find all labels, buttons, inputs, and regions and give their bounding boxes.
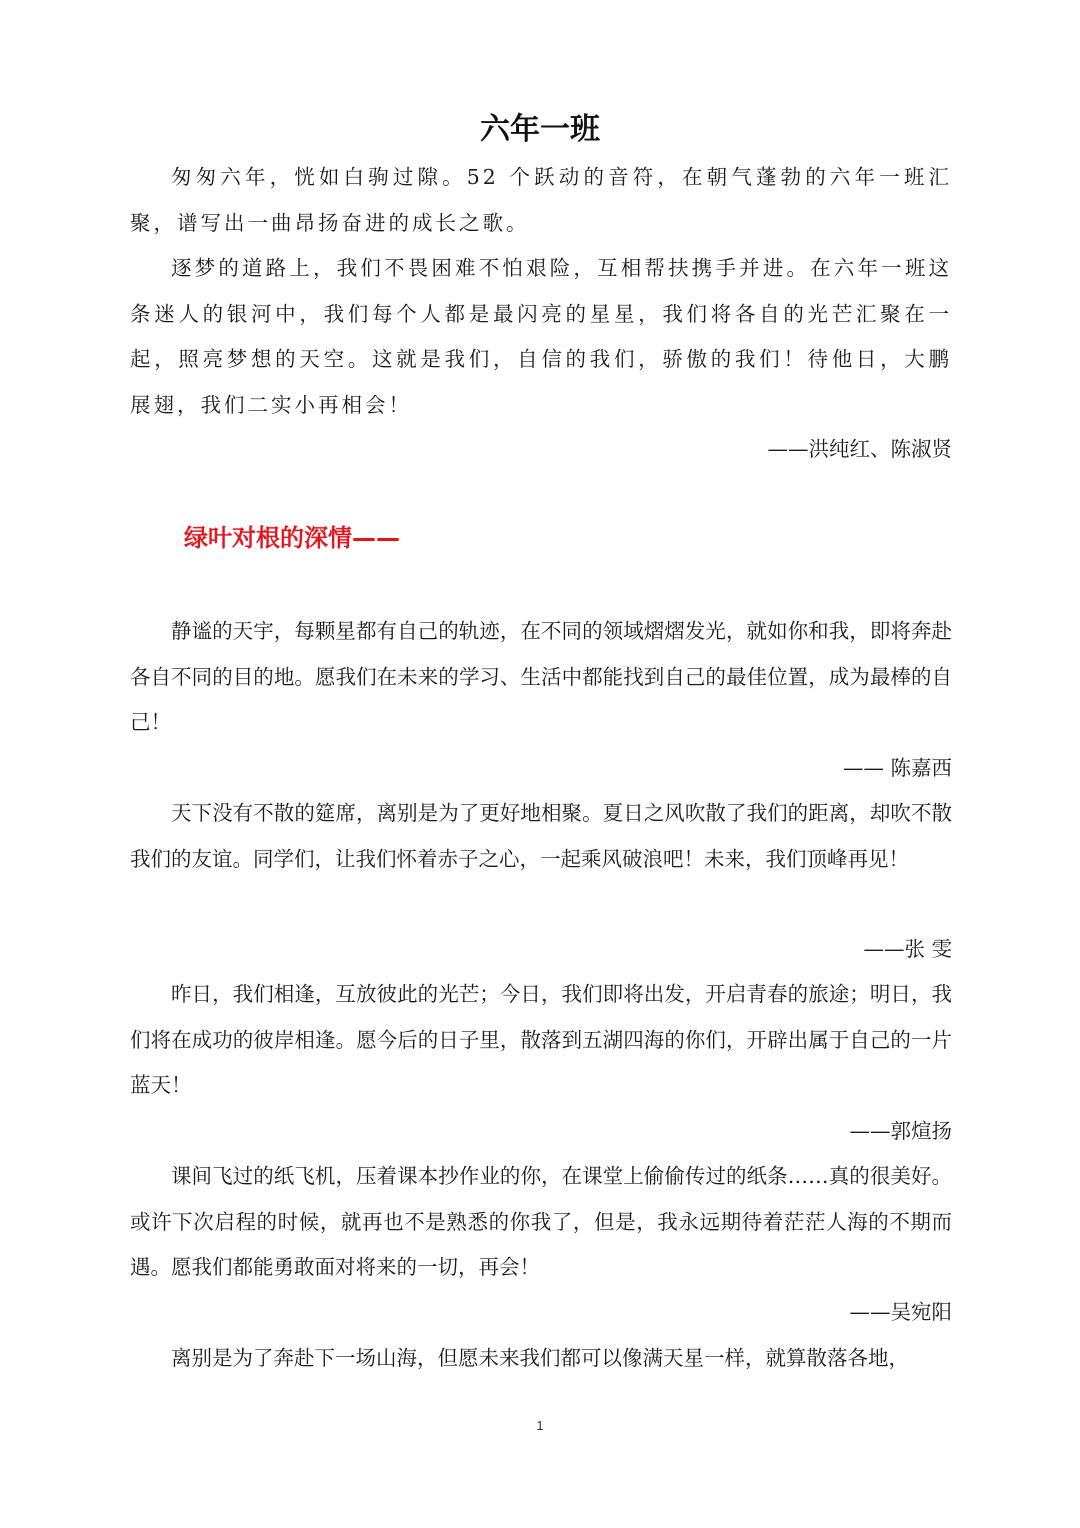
document-title: 六年一班: [480, 112, 600, 147]
message-paragraph-5: 离别是为了奔赴下一场山海，但愿未来我们都可以像满天星一样，就算散落各地，: [171, 1346, 909, 1370]
message-signature-2: ——张 雯: [863, 937, 952, 961]
intro-paragraph-1: 匆匆六年，恍如白驹过隙。52 个跃动的音符，在朝气蓬勃的六年一班汇聚，谱写出一曲昂扬奋进的成长之歌。: [130, 165, 952, 235]
message-paragraph-1: 静谧的天宇，每颗星都有自己的轨迹，在不同的领域熠熠发光，就如你和我，即将奔赴各自不同的目的地。愿我们在未来的学习、生活中都能找到自己的最佳位置，成为最棒的自己！: [130, 619, 952, 734]
message-signature-3: ——郭煊扬: [849, 1119, 952, 1143]
message-signature-4: ——吴宛阳: [849, 1300, 952, 1324]
page-number: 1: [536, 1418, 544, 1433]
message-signature-1: —— 陈嘉西: [842, 756, 952, 780]
section-heading: 绿叶对根的深情——: [184, 524, 400, 552]
message-paragraph-3: 昨日，我们相逢，互放彼此的光芒；今日，我们即将出发，开启青春的旅途；明日，我们将在成功的彼岸相逢。愿今后的日子里，散落到五湖四海的你们，开辟出属于自己的一片蓝天！: [130, 982, 952, 1097]
message-paragraph-2: 天下没有不散的筵席，离别是为了更好地相聚。夏日之风吹散了我们的距离，却吹不散我们的友谊。同学们，让我们怀着赤子之心，一起乘风破浪吧！未来，我们顶峰再见！: [130, 801, 952, 871]
message-paragraph-4: 课间飞过的纸飞机，压着课本抄作业的你，在课堂上偷偷传过的纸条……真的很美好。或许下次启程的时候，就再也不是熟悉的你我了，但是，我永远期待着茫茫人海的不期而遇。愿我们都能勇敢面对将来的一切，再会！: [130, 1164, 952, 1279]
intro-paragraph-2: 逐梦的道路上，我们不畏困难不怕艰险，互相帮扶携手并进。在六年一班这条迷人的银河中，我们每个人都是最闪亮的星星，我们将各自的光芒汇聚在一起，照亮梦想的天空。这就是我们，自信的我们，骄傲的我们！待他日，大鹏展翅，我们二实小再相会！: [130, 256, 952, 417]
intro-signature: ——洪纯红、陈淑贤: [767, 437, 952, 461]
